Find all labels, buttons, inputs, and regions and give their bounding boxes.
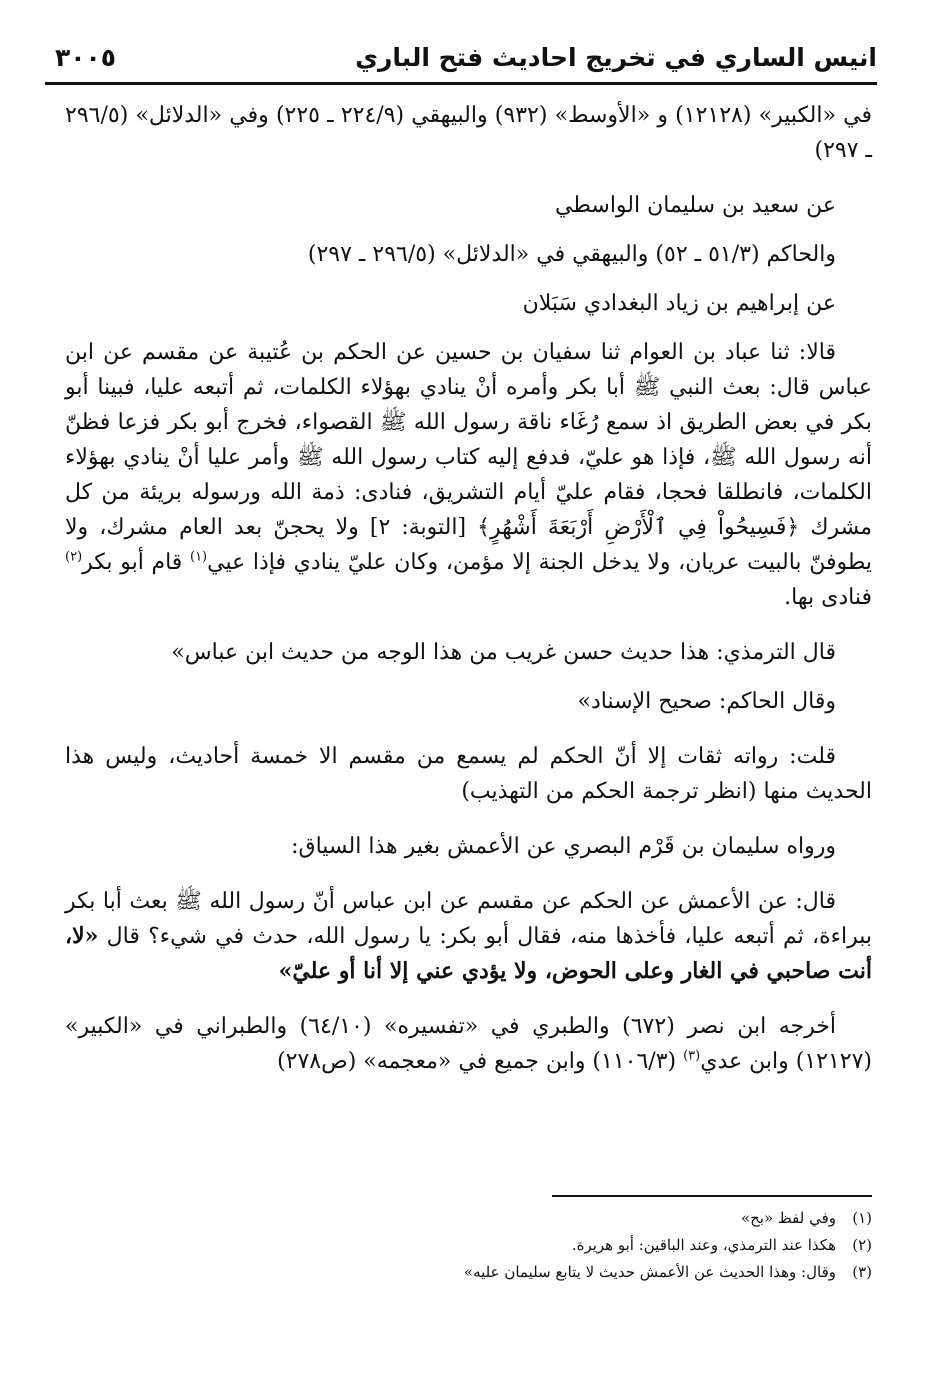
takhrij-part-2: (١١٠٦/٣) وابن جميع في «معجمه» (ص٢٧٨) bbox=[277, 1049, 684, 1074]
paragraph-author-note: قلت: رواته ثقات إلا أنّ الحكم لم يسمع من مقسم الا خمسة أحاديث، وليس هذا الحديث منها (انظر ترجمة الحكم من التهذيب) bbox=[65, 744, 872, 804]
paragraph-narrator-1: عن سعيد بن سليمان الواسطي bbox=[555, 193, 836, 218]
takhrij-part-1: أخرجه ابن نصر (٦٧٢) والطبري في «تفسيره» (٦٤/١٠) والطبراني في «الكبير» (١٢١٢٧) وابن عدي bbox=[65, 1014, 872, 1074]
footnote-text: هكذا عند الترمذي، وعند الباقين: أبو هريرة. bbox=[571, 1236, 836, 1254]
paragraph-sources-2: والحاكم (٥١/٣ ـ ٥٢) والبيهقي في «الدلائل» (٢٩٦/٥ ـ ٢٩٧) bbox=[307, 242, 836, 267]
footnote-number: (٢) bbox=[852, 1236, 872, 1254]
footnote-3 bbox=[65, 1259, 872, 1286]
hadith-text-part-2: قام أبو بكر bbox=[82, 550, 190, 575]
second-hadith-quote: «لا، أنت صاحبي في الغار وعلى الحوض، ولا يؤدي عني إلا أنا أو عليّ» bbox=[65, 923, 872, 984]
paragraph-narrator-2: عن إبراهيم بن زياد البغدادي سَبَلان bbox=[522, 291, 836, 316]
footnote-text: وقال: وهذا الحديث عن الأعمش حديث لا يتابع سليمان عليه» bbox=[463, 1263, 836, 1281]
footnote-separator bbox=[552, 1195, 872, 1197]
paragraph-hakim: وقال الحاكم: صحيح الإسناد» bbox=[577, 689, 836, 714]
footnote-number: (١) bbox=[852, 1209, 872, 1227]
footnotes bbox=[65, 1205, 872, 1286]
footnote-1 bbox=[65, 1205, 872, 1232]
paragraph-hadith-text bbox=[65, 335, 872, 615]
paragraph-sources-1: في «الكبير» (١٢١٢٨) و «الأوسط» (٩٣٢) والبيهقي (٢٢٤/٩ ـ ٢٢٥) وفي «الدلائل» (٢٩٦/٥ ـ ٢٩٧) bbox=[65, 103, 872, 163]
header-rule bbox=[45, 82, 877, 85]
running-header bbox=[45, 40, 877, 80]
main-text bbox=[65, 98, 872, 1079]
footnote-ref-1[interactable]: (١) bbox=[189, 549, 208, 565]
paragraph-takhrij bbox=[65, 1009, 872, 1079]
footnote-ref-2[interactable]: (٢) bbox=[65, 549, 83, 565]
paragraph-second-hadith bbox=[65, 884, 872, 989]
footnote-ref-3[interactable]: (٣) bbox=[683, 1048, 701, 1064]
hadith-text-part-3: فنادى بها. bbox=[784, 585, 872, 610]
second-hadith-part-1: قال: عن الأعمش عن الحكم عن مقسم عن ابن عباس أنّ رسول الله ﷺ بعث أبا بكر ببراءة، ثم أتبعه عليا، فأخذها منه، فقال أبو بكر: يا رسول الله، حدث في شيء؟ قال bbox=[65, 889, 872, 949]
hadith-text-part-1: قالا: ثنا عباد بن العوام ثنا سفيان بن حسين عن الحكم بن عُتيبة عن مقسم عن ابن عباس قال: بعث النبي ﷺ أبا بكر وأمره أنْ ينادي بهؤلاء الكلمات، ثم أتبعه عليا، فبينا أبو بكر في بعض الطريق اذ سمع رُغَاء ناقة رسول الله ﷺ القصواء، فخرج أبو بكر فزعا فظنّ أنه رسول الله ﷺ، فإذا هو عليّ، فدفع إليه كتاب رسول الله ﷺ وأمر عليا أنْ ينادي بهؤلاء الكلمات، فانطلقا فحجا، فقام عليّ أيام التشريق، فنادى: ذمة الله ورسوله بريئة من كل مشرك ﴿فَسِيحُواْ فِي ٱلْأَرْضِ أَرْبَعَةَ أَشْهُرٍ﴾ [التوبة: ٢] ولا يحجنّ بعد العام مشرك، ولا يطوفنّ بالبيت عريان، ولا يدخل الجنة إلا مؤمن، وكان عليّ ينادي فإذا عيي bbox=[65, 340, 873, 575]
page-number: ٣٠٠٥ bbox=[55, 43, 117, 72]
footnote-text: وفي لفظ «بح» bbox=[740, 1209, 836, 1227]
running-title: انيس الساري في تخريج احاديث فتح الباري bbox=[355, 43, 877, 72]
footnote-number: (٣) bbox=[852, 1263, 872, 1281]
paragraph-other-chain: ورواه سليمان بن قَرْم البصري عن الأعمش بغير هذا السياق: bbox=[291, 834, 836, 859]
footnote-2 bbox=[65, 1232, 872, 1259]
paragraph-tirmidhi: قال الترمذي: هذا حديث حسن غريب من هذا الوجه من حديث ابن عباس» bbox=[171, 640, 836, 665]
